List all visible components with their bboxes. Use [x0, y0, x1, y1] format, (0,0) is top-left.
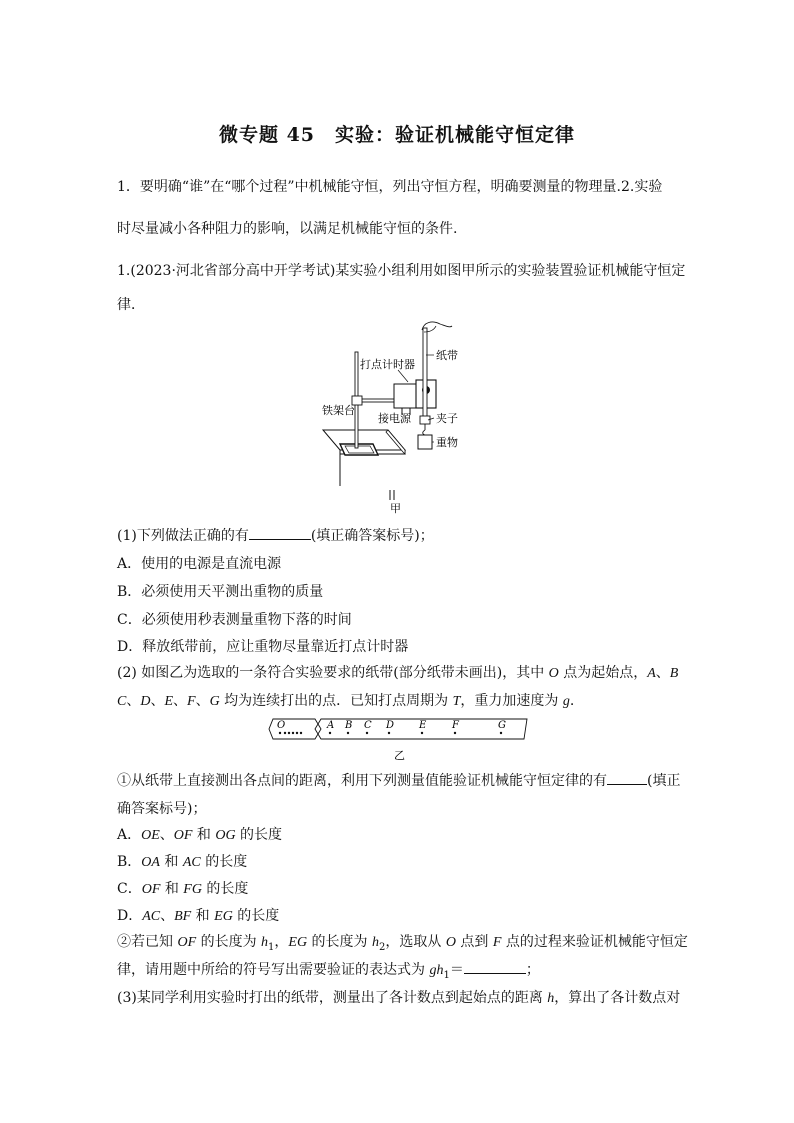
- sub2-text: 律，请用题中所给的符号写出需要验证的表达式为: [117, 962, 430, 978]
- sub2-text: ②若已知: [117, 934, 178, 950]
- tape-dot-B: [347, 732, 349, 734]
- tape-point-label-O: O: [277, 720, 286, 731]
- option-tail: 的长度: [200, 854, 248, 870]
- var-F: F: [492, 935, 502, 950]
- sep: 和: [192, 827, 216, 843]
- figure1-caption: 甲: [390, 502, 401, 515]
- sub2-line-1: [117, 931, 688, 953]
- tape-dot-cluster: [296, 732, 298, 734]
- sub1-text-end: (填正: [647, 773, 681, 789]
- tape-dot-cluster: [288, 732, 290, 734]
- var-G: G: [209, 694, 220, 709]
- var-EG: EG: [288, 935, 308, 950]
- subscript-1: 1: [443, 969, 450, 981]
- part3-text: (3)某同学利用实验时打出的纸带，测量出了各计数点到起始点的距离: [117, 990, 548, 1006]
- tape-dot-cluster: [300, 732, 302, 734]
- answer-blank-3[interactable]: [464, 961, 526, 974]
- segment-var: OG: [215, 828, 236, 843]
- tape-dot-O: [279, 732, 281, 734]
- sep: 和: [191, 908, 215, 924]
- segment-var: OF: [141, 882, 161, 897]
- option-label: B．: [117, 854, 142, 870]
- sub1-line-2: 确答案标号)；: [117, 801, 207, 817]
- var-O: O: [445, 935, 456, 950]
- paper-tape: [423, 328, 427, 418]
- option-tail: 的长度: [232, 908, 280, 924]
- sub1-option-a: [117, 824, 282, 844]
- weight-icon: [418, 435, 432, 449]
- label-stand: 铁架台: [322, 404, 355, 417]
- tape-point-label-D: D: [386, 720, 395, 731]
- var-B: B: [669, 666, 679, 681]
- var-A: A: [647, 666, 656, 681]
- option-tail: 的长度: [201, 881, 249, 897]
- tape-dot-E: [421, 732, 423, 734]
- part2-text-d: ，重力加速度为: [460, 693, 563, 709]
- tape-point-label-B: B: [345, 720, 353, 731]
- sub1-line-1: [117, 770, 680, 790]
- tape-point-label-C: C: [364, 720, 372, 731]
- page-title: 微专题 45 实验：验证机械能守恒定律: [218, 124, 576, 146]
- sub2-text: 的长度为: [307, 934, 372, 950]
- part2-line-2: [117, 690, 574, 710]
- sep: 、: [195, 693, 210, 709]
- part1-prompt-text: (1)下列做法正确的有: [117, 528, 249, 544]
- leader-timer: [398, 370, 408, 382]
- period: .: [569, 693, 575, 709]
- weight-hook: [423, 430, 425, 435]
- var-OF: OF: [177, 935, 197, 950]
- segment-var: OE: [141, 828, 160, 843]
- part2-line-1: [117, 662, 678, 682]
- sep: 、: [655, 665, 670, 681]
- option-label: D．: [117, 908, 143, 924]
- var-g: g: [562, 694, 570, 709]
- tape-dot-D: [388, 732, 390, 734]
- sep: 、: [126, 693, 141, 709]
- option-tail: 的长度: [235, 827, 283, 843]
- tape-dot-cluster: [292, 732, 294, 734]
- segment-var: BF: [174, 909, 192, 924]
- part1-suffix: (填正确答案标号)；: [310, 528, 434, 544]
- tape-point-label-F: F: [452, 720, 459, 731]
- option-label: C．: [117, 881, 142, 897]
- intro-line-1: 1．要明确“谁”在“哪个过程”中机械能守恒，列出守恒方程，明确要测量的物理量.2.实验: [117, 179, 663, 195]
- option-label: A．: [117, 827, 142, 843]
- sub1-option-b: [117, 851, 247, 871]
- sep: 、: [159, 827, 174, 843]
- paper-tape-figure: [265, 716, 531, 766]
- part1-option-c: C．必须使用秒表测量重物下落的时间: [117, 612, 352, 628]
- subscript-2: 2: [378, 941, 386, 953]
- sub2-line-2: [117, 959, 540, 981]
- part1-option-b: B．必须使用天平测出重物的质量: [117, 584, 324, 600]
- var-gh: gh: [429, 963, 444, 978]
- segment-var: AC: [142, 909, 161, 924]
- tape-point-label-G: G: [498, 720, 506, 731]
- figure2-caption: 乙: [394, 749, 405, 762]
- segment-var: AC: [182, 855, 201, 870]
- question-stem-line-2: 律．: [117, 297, 145, 313]
- var-C: C: [117, 694, 127, 709]
- part2-text-a: (2) 如图乙为选取的一条符合实验要求的纸带(部分纸带未画出)，其中: [117, 665, 549, 681]
- tape-dot-cluster: [284, 732, 286, 734]
- tape-point-label-A: A: [327, 720, 335, 731]
- tape-dot-F: [454, 732, 456, 734]
- sep: 、: [150, 693, 165, 709]
- question-stem-line-1: 1.(2023·河北省部分高中开学考试)某实验小组利用如图甲所示的实验装置验证机械能守恒定: [117, 263, 686, 279]
- label-timer: 打点计时器: [360, 358, 415, 371]
- var-h2: h: [371, 935, 379, 950]
- sep: 和: [159, 854, 183, 870]
- tape-dot-G: [500, 732, 502, 734]
- part1-prompt: [117, 525, 434, 545]
- sub2-text: 点到: [455, 934, 493, 950]
- var-h: h: [547, 991, 555, 1006]
- subscript-1: 1: [268, 941, 275, 953]
- sub2-text: 的长度为: [196, 934, 262, 950]
- label-power: 接电源: [378, 412, 411, 425]
- part3-line: [117, 987, 680, 1007]
- part1-option-d: D．释放纸带前，应让重物尽量靠近打点计时器: [117, 639, 409, 655]
- intro-line-2: 时尽量减小各种阻力的影响，以满足机械能守恒的条件.: [117, 221, 458, 237]
- label-weight: 重物: [436, 436, 458, 449]
- segment-var: OA: [141, 855, 160, 870]
- sub1-text: ①从纸带上直接测出各点间的距离，利用下列测量值能验证机械能守恒定律的有: [117, 773, 607, 789]
- equals: ＝: [449, 962, 464, 978]
- sub1-option-d: [117, 905, 279, 925]
- segment-var: OF: [173, 828, 193, 843]
- var-F: F: [187, 694, 196, 709]
- label-tape: 纸带: [436, 349, 458, 362]
- part3-text-end: ，算出了各计数点对: [554, 990, 681, 1006]
- segment-var: EG: [214, 909, 233, 924]
- tape-point-label-E: E: [419, 720, 427, 731]
- label-clip: 夹子: [436, 412, 458, 425]
- sep: 、: [173, 693, 188, 709]
- part2-text-c: 均为连续打出的点．已知打点周期为: [219, 693, 453, 709]
- answer-blank-2[interactable]: [607, 772, 647, 785]
- stand-base-inner: [345, 446, 374, 453]
- sub2-text: ，: [274, 934, 289, 950]
- part1-option-a: A．使用的电源是直流电源: [117, 556, 282, 572]
- var-E: E: [164, 694, 174, 709]
- tape-dot-A: [329, 732, 331, 734]
- var-h1: h: [261, 935, 269, 950]
- var-T: T: [452, 694, 461, 709]
- tape-dot-C: [366, 732, 368, 734]
- sub2-text-end: ；: [525, 962, 540, 978]
- answer-blank-1[interactable]: [249, 527, 311, 540]
- sub2-text: 点的过程来验证机械能守恒定: [501, 934, 688, 950]
- apparatus-figure: [318, 318, 468, 518]
- segment-var: FG: [183, 882, 202, 897]
- sep: 、: [160, 908, 175, 924]
- var-O: O: [548, 666, 559, 681]
- sub1-option-c: [117, 878, 248, 898]
- part2-text-b: 点为起始点，: [558, 665, 648, 681]
- sub2-text: ，选取从: [385, 934, 446, 950]
- sep: 和: [160, 881, 184, 897]
- var-D: D: [140, 694, 151, 709]
